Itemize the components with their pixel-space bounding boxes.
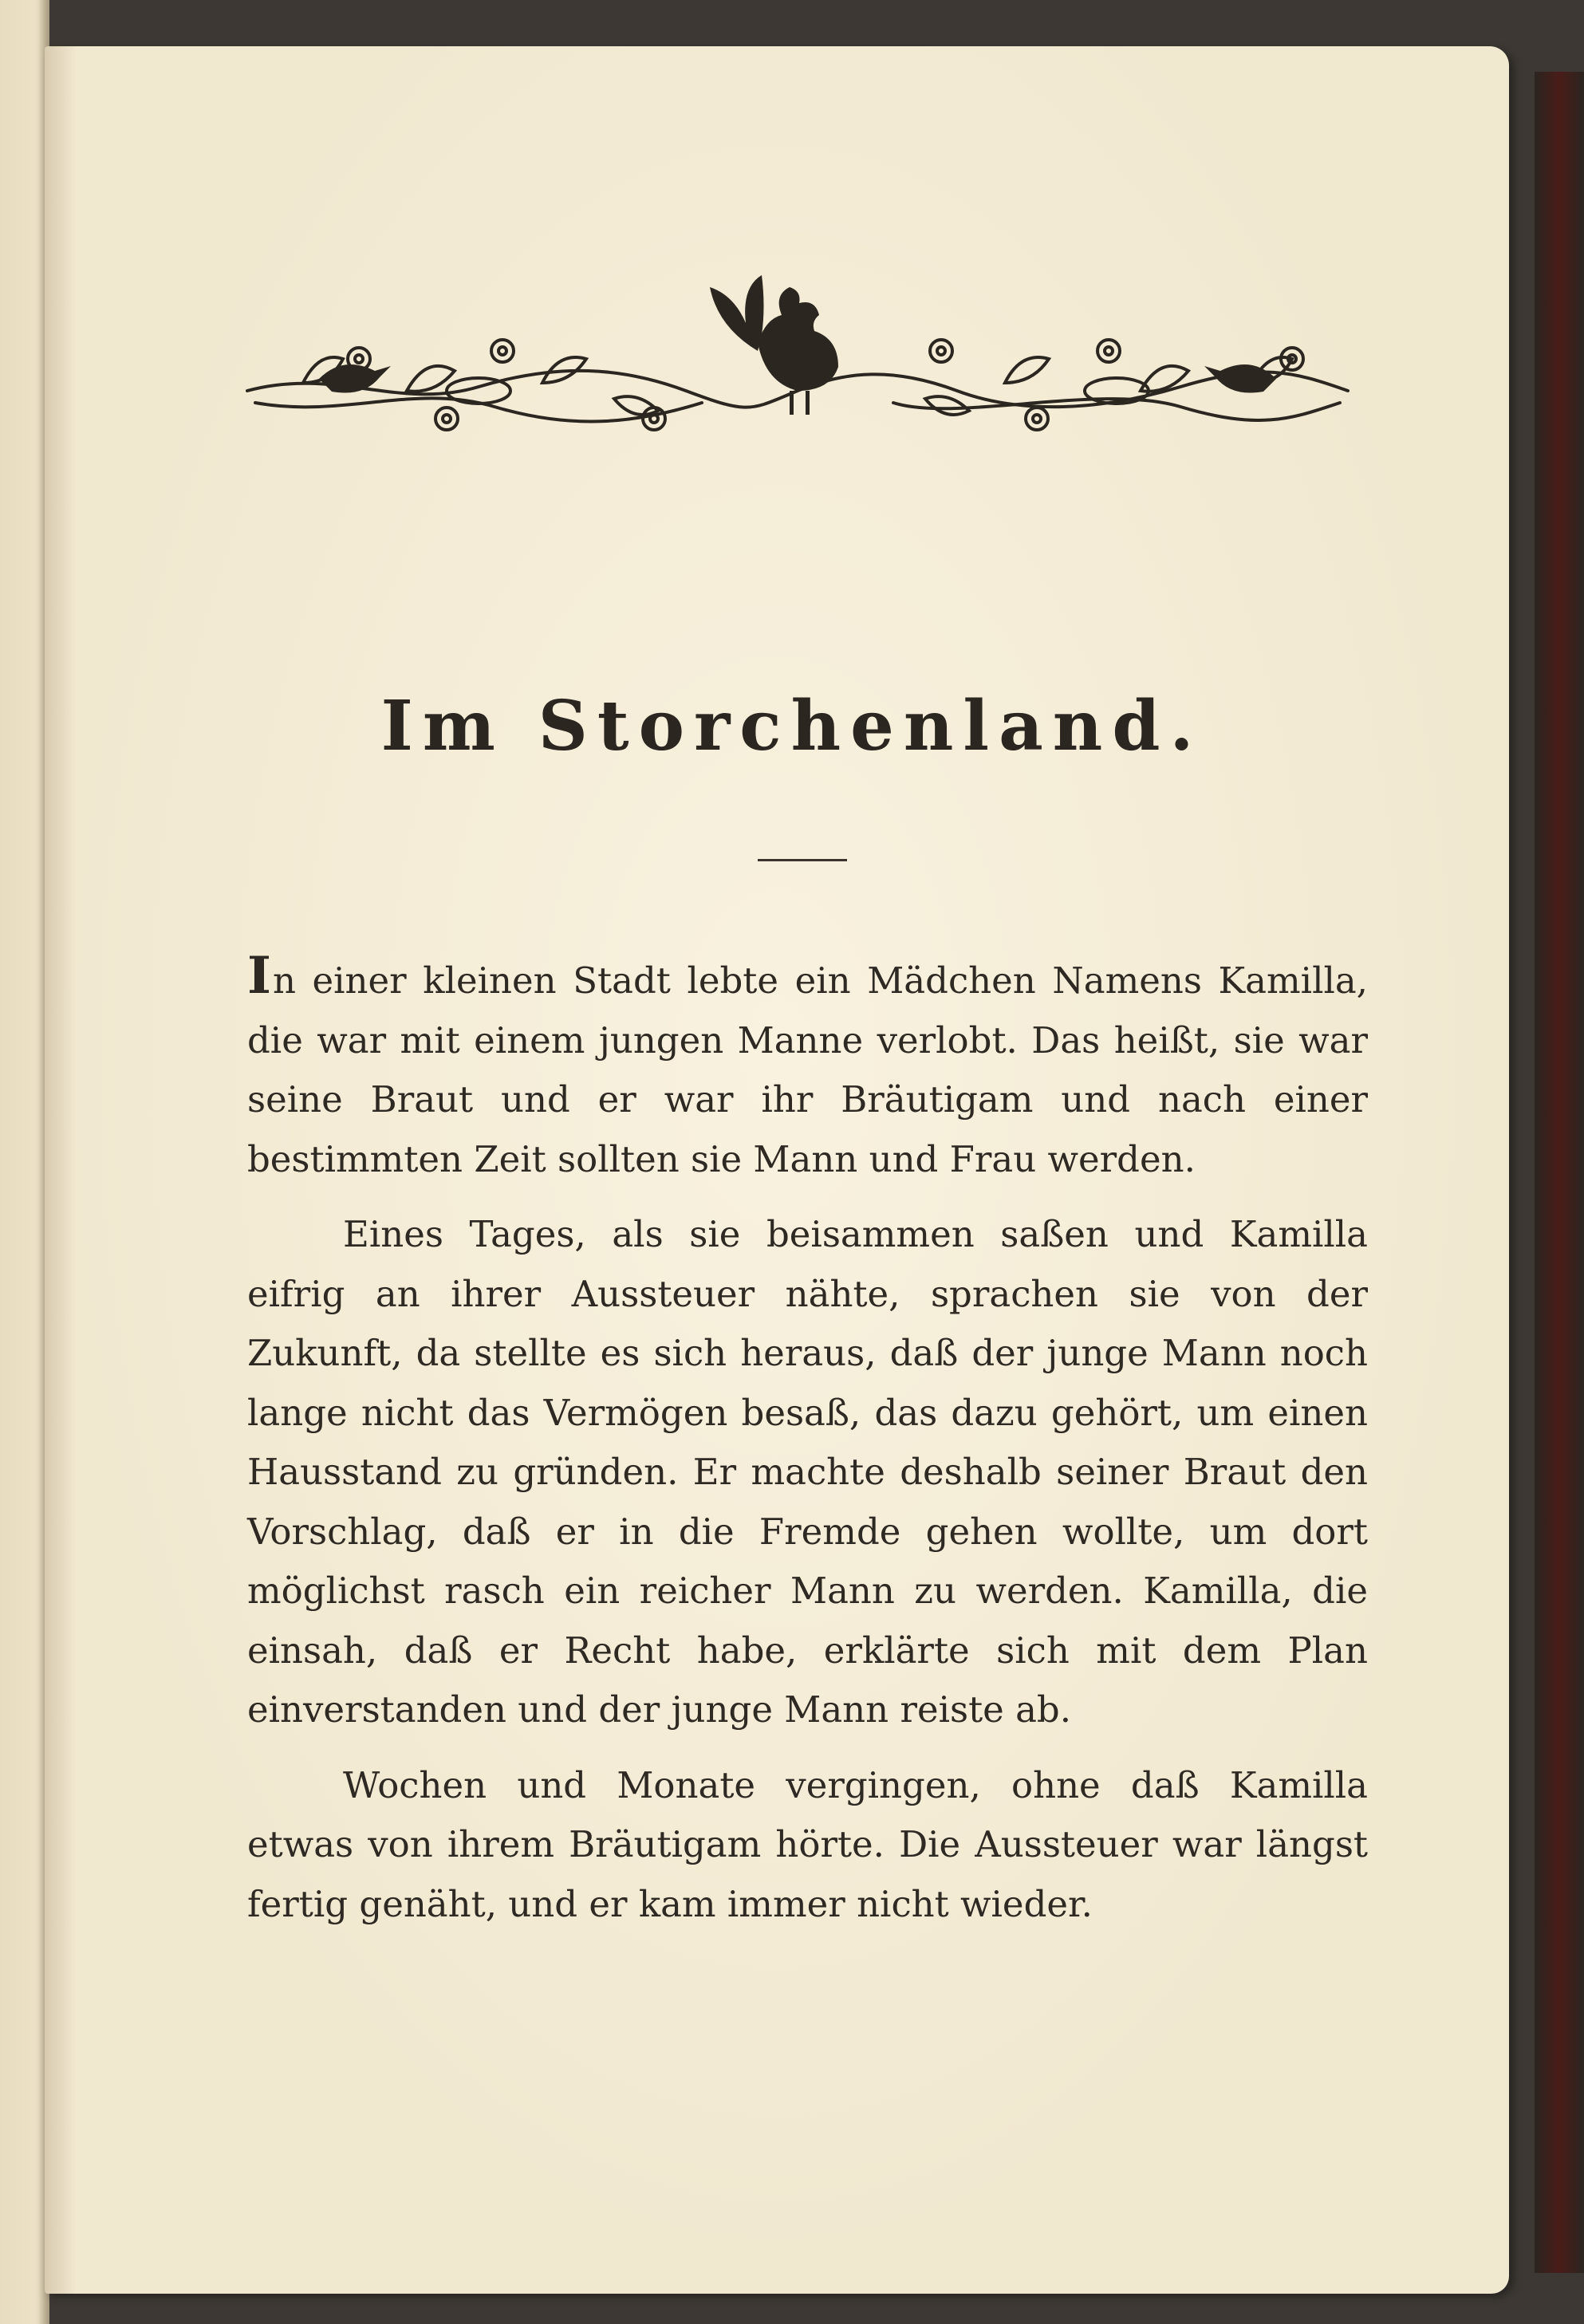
paragraph-1-text: n einer kleinen Stadt lebte ein Mädchen Namens Kamilla, die war mit einem jungen Manne verlobt. Das heißt, sie war seine Braut und er war ihr Bräutigam und nach einer bestimmten Zeit sollten sie Mann und Frau werden.: [247, 959, 1368, 1180]
floral-rooster-vignette-icon: [239, 271, 1356, 447]
paragraph-3: Wochen und Monate vergingen, ohne daß Kamilla etwas von ihrem Bräutigam hörte. Die Aussteuer war längst fertig genäht, und er kam immer nicht wieder.: [247, 1763, 1368, 1925]
chapter-title: Im Storchenland.: [380, 686, 1204, 766]
title-divider: [758, 859, 847, 861]
paragraph-2: Eines Tages, als sie beisammen saßen und Kamilla eifrig an ihrer Aussteuer nähte, sprachen sie von der Zukunft, da stellte es sich heraus, daß der junge Mann noch lange nicht das Vermögen besaß, das dazu gehört, um einen Hausstand zu gründen. Er machte deshalb seiner Braut den Vorschlag, daß er in die Fremde gehen wollte, um dort möglichst rasch ein reicher Mann zu werden. Kamilla, die einsah, daß er Recht habe, erklärte sich mit dem Plan einverstanden und der junge Mann reiste ab.: [247, 1213, 1368, 1731]
left-page-edge: [0, 0, 49, 2324]
paragraph-1: [247, 946, 1368, 1189]
body-text: [247, 946, 1368, 1950]
book-binding-edge: [1535, 72, 1584, 2273]
drop-cap: I: [247, 946, 271, 1006]
